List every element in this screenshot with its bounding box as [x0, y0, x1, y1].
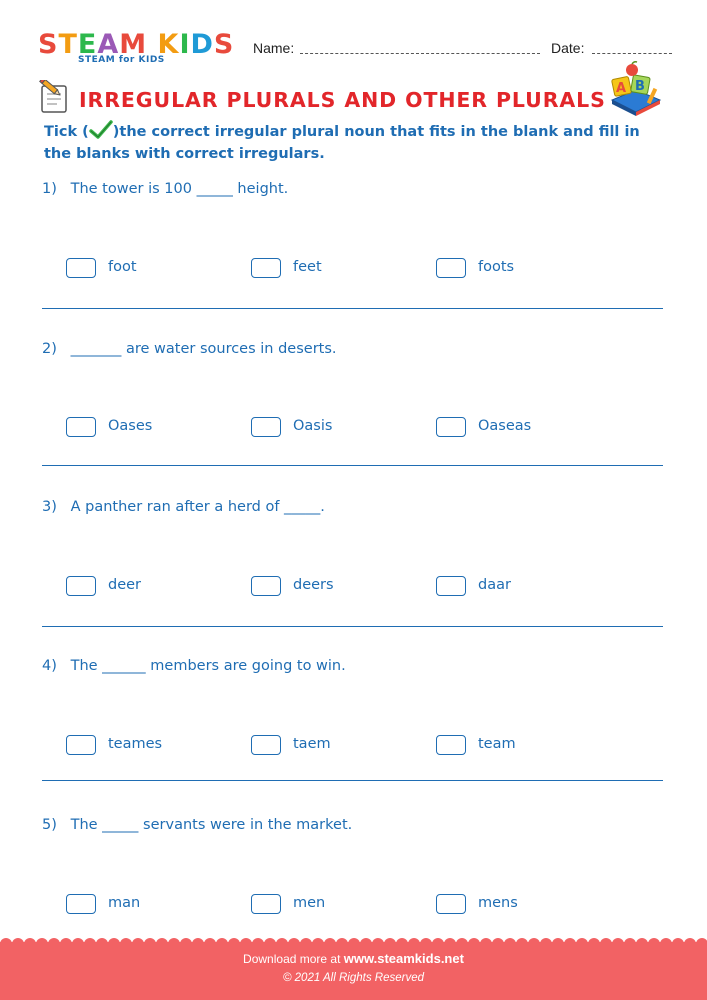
option-label: foot	[108, 259, 137, 275]
option-checkbox[interactable]	[436, 735, 466, 755]
date-label: Date:	[551, 40, 585, 56]
option-label: mens	[478, 895, 518, 911]
question-4	[42, 658, 346, 674]
option-checkbox[interactable]	[436, 576, 466, 596]
option-label: Oases	[108, 418, 153, 434]
option-checkbox[interactable]	[66, 417, 96, 437]
logo-letter: K	[157, 29, 180, 60]
option-checkbox[interactable]	[251, 258, 281, 278]
option-checkbox[interactable]	[66, 735, 96, 755]
footer-download-prefix: Download more at	[243, 952, 344, 966]
date-field-line[interactable]	[592, 53, 672, 54]
question-3	[42, 499, 325, 515]
option-checkbox[interactable]	[66, 894, 96, 914]
question-number: 1)	[42, 181, 57, 197]
option-label: Oaseas	[478, 418, 532, 434]
option-checkbox[interactable]	[251, 576, 281, 596]
option-label: foots	[478, 259, 515, 275]
question-number: 2)	[42, 341, 57, 357]
checkmark-icon	[89, 120, 113, 140]
instructions-text: )the correct irregular plural noun that fits in the blank and fill in the blanks with correct irregulars.	[44, 124, 640, 162]
logo-letter: M	[119, 29, 148, 60]
logo-letter: S	[38, 29, 59, 60]
question-number: 3)	[42, 499, 57, 515]
option-label: man	[108, 895, 141, 911]
question-divider	[42, 780, 663, 781]
worksheet-pencil-icon	[36, 80, 72, 116]
question-text: The tower is 100 _____ height.	[70, 181, 289, 197]
instructions-prefix: Tick (	[44, 124, 89, 140]
name-field-line[interactable]	[300, 53, 540, 54]
option-checkbox[interactable]	[436, 894, 466, 914]
question-1	[42, 181, 288, 197]
option-checkbox[interactable]	[251, 417, 281, 437]
option-label: feet	[293, 259, 322, 275]
logo-subtitle: STEAM for KIDS	[78, 55, 165, 65]
question-text: The _____ servants were in the market.	[70, 817, 353, 833]
logo-letter: S	[213, 29, 235, 60]
option-label: teames	[108, 736, 163, 752]
question-text: A panther ran after a herd of _____.	[70, 499, 325, 515]
instructions	[44, 120, 654, 165]
option-label: team	[478, 736, 516, 752]
worksheet-title: IRREGULAR PLURALS AND OTHER PLURALS	[79, 88, 606, 112]
abc-book-apple-icon	[606, 60, 664, 118]
question-number: 4)	[42, 658, 57, 674]
option-checkbox[interactable]	[251, 735, 281, 755]
option-label: Oasis	[293, 418, 333, 434]
option-checkbox[interactable]	[436, 417, 466, 437]
name-label: Name:	[253, 40, 295, 56]
question-number: 5)	[42, 817, 57, 833]
logo-letter: A	[97, 29, 120, 60]
question-divider	[42, 308, 663, 309]
option-label: deers	[293, 577, 334, 593]
question-5	[42, 817, 352, 833]
question-divider	[42, 465, 663, 466]
option-checkbox[interactable]	[436, 258, 466, 278]
footer-site-link[interactable]: www.steamkids.net	[343, 951, 464, 966]
logo-letter: E	[77, 29, 98, 60]
option-label: deer	[108, 577, 142, 593]
footer-download-text	[0, 951, 707, 966]
question-divider	[42, 626, 663, 627]
option-checkbox[interactable]	[66, 576, 96, 596]
option-label: daar	[478, 577, 511, 593]
svg-text:B: B	[635, 79, 645, 94]
option-checkbox[interactable]	[251, 894, 281, 914]
question-2	[42, 341, 337, 357]
option-label: taem	[293, 736, 331, 752]
steam-kids-logo	[38, 30, 238, 70]
question-text: The ______ members are going to win.	[70, 658, 346, 674]
footer-copyright: © 2021 All Rights Reserved	[282, 972, 424, 984]
svg-text:A: A	[616, 81, 627, 96]
logo-letter: I	[179, 29, 191, 60]
logo-letter: D	[190, 29, 214, 60]
option-label: men	[293, 895, 326, 911]
question-text: _______ are water sources in deserts.	[70, 341, 337, 357]
logo-letter: T	[58, 29, 78, 60]
option-checkbox[interactable]	[66, 258, 96, 278]
